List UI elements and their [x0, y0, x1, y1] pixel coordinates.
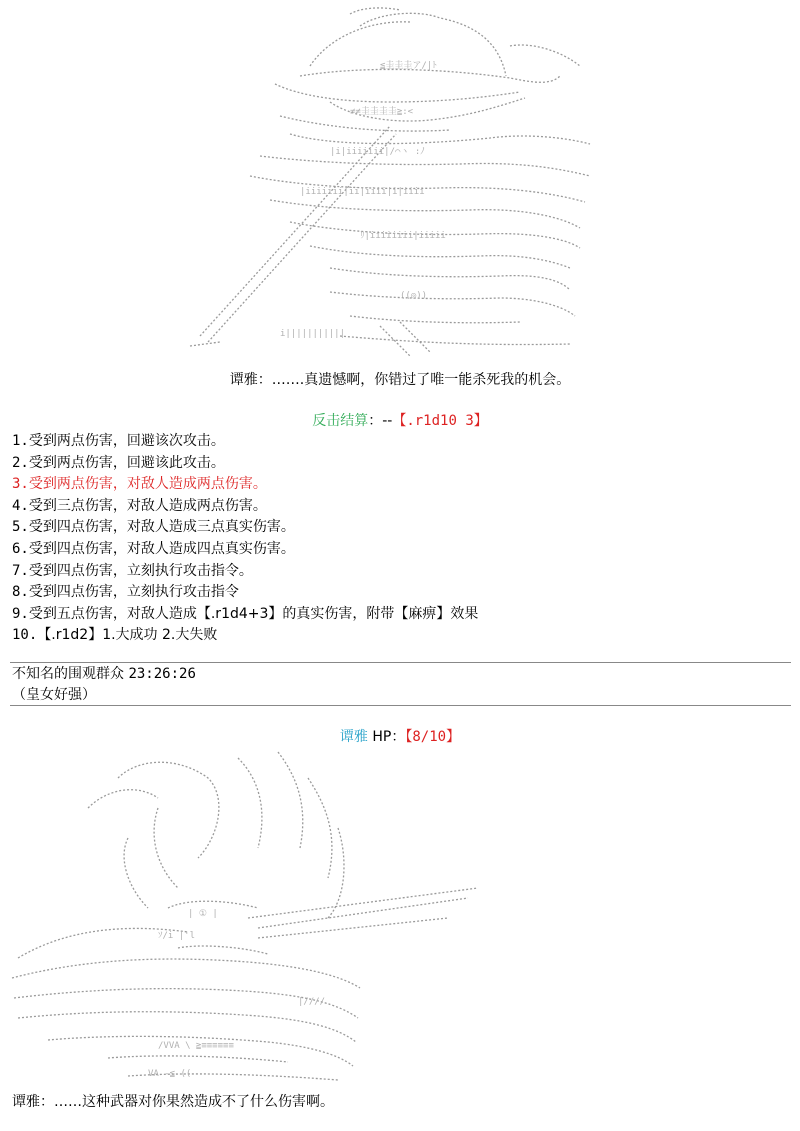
result-number: 4. [12, 497, 29, 514]
ascii-art-character-lower [8, 748, 488, 1088]
svg-text:|////: |//// [298, 997, 326, 1007]
dice-close-bracket: 】 [473, 413, 488, 429]
hp-character-name: 谭雅 [339, 729, 368, 745]
result-number: 1. [12, 433, 29, 449]
counter-result-heading [0, 411, 800, 431]
counter-title: 反击结算 [312, 413, 369, 429]
result-item [12, 496, 478, 518]
divider-top [10, 662, 791, 663]
result-text: 受到四点伤害，对敌人造成三点真实伤害。 [28, 519, 295, 536]
svg-text:((◎)): ((◎)) [400, 291, 428, 301]
ascii-art-character-upper [180, 6, 600, 362]
hp-value: 8/10 [412, 729, 447, 745]
svg-text:/VVA \ ≧≡≡≡≡≡≡: /VVA \ ≧≡≡≡≡≡≡ [158, 1041, 234, 1051]
svg-text:|iiiiiii|ii|iiii|i|iiii: |iiiiiii|ii|iiii|i|iiii [300, 187, 425, 197]
hp-close-bracket: 】 [446, 729, 461, 745]
result-text: 受到五点伤害，对敌人造成【.r1d4+3】的真实伤害，附带【麻痹】效果 [28, 605, 479, 622]
result-number: 8. [12, 584, 29, 601]
result-item [12, 539, 478, 561]
dice-roll: .r1d10 3 [406, 413, 474, 429]
result-item [12, 453, 478, 475]
result-number: 6. [12, 540, 29, 557]
speaker-name: 谭雅 [12, 1094, 40, 1110]
result-text: 【.r1d2】1.大成功 2.大失败 [37, 627, 218, 644]
dialogue-line-1 [0, 370, 800, 390]
hp-status [0, 727, 800, 747]
dialogue-text: …….真遗憾啊，你错过了唯一能杀死我的机会。 [271, 372, 571, 388]
result-text: 受到四点伤害，对敌人造成四点真实伤害。 [28, 540, 295, 557]
speaker-name: 谭雅 [229, 372, 258, 388]
result-text: 受到四点伤害，立刻执行攻击指令 [28, 584, 239, 601]
result-number: 7. [12, 562, 29, 579]
result-item [12, 431, 478, 453]
result-item [12, 561, 478, 583]
svg-text:ﾘ|iiiiiiii|iiiii: ﾘ|iiiiiiii|iiiii [360, 231, 446, 241]
svg-text:VA -≦ ((: VA -≦ (( [148, 1069, 192, 1079]
result-number: 10. [12, 627, 38, 644]
result-text: 受到两点伤害，回避该次攻击。 [28, 433, 225, 449]
result-number: 3. [12, 476, 29, 493]
comment-text: （皇女好强） [12, 687, 96, 703]
svg-text:ｿ/i |'l: ｿ/i |'l [158, 931, 196, 941]
comment-header [12, 664, 196, 684]
hp-open-bracket: 【 [405, 729, 413, 745]
dialogue-line-2 [12, 1092, 334, 1112]
result-text: 受到两点伤害，回避该此攻击。 [28, 454, 225, 471]
result-number: 9. [12, 605, 29, 622]
result-text: 受到两点伤害，对敌人造成两点伤害。 [28, 476, 267, 493]
result-item [12, 474, 478, 496]
result-item [12, 625, 478, 647]
result-list [12, 431, 478, 647]
dice-open-bracket: 【 [392, 413, 407, 429]
svg-text:i|||||||||||: i||||||||||| [280, 329, 346, 339]
svg-text:|i|iiiiiii|/⌒ヽ :ﾉ: |i|iiiiiii|/⌒ヽ :ﾉ [330, 147, 425, 157]
result-number: 2. [12, 454, 29, 471]
svg-text:≠≠圭圭圭圭≧:<: ≠≠圭圭圭圭≧:< [350, 107, 414, 117]
result-text: 受到三点伤害，对敌人造成两点伤害。 [28, 497, 267, 514]
result-item [12, 604, 478, 626]
result-item [12, 517, 478, 539]
result-text: 受到四点伤害，立刻执行攻击指令。 [28, 562, 253, 579]
svg-text:≦圭圭圭ア/|ﾄ: ≦圭圭圭ア/|ﾄ [380, 61, 437, 71]
comment-time: 23:26:26 [128, 666, 196, 682]
svg-text:| ① |: | ① | [188, 909, 218, 919]
result-number: 5. [12, 519, 29, 536]
result-item [12, 582, 478, 604]
dialogue-text: ……这种武器对你果然造成不了什么伤害啊。 [54, 1094, 334, 1110]
speaker-separator: ： [257, 372, 272, 388]
comment-author: 不知名的围观群众 [12, 666, 124, 682]
counter-separator: ：-- [368, 413, 393, 429]
hp-label: HP： [367, 729, 406, 745]
speaker-separator: ： [40, 1094, 54, 1110]
divider-bottom [10, 705, 791, 706]
